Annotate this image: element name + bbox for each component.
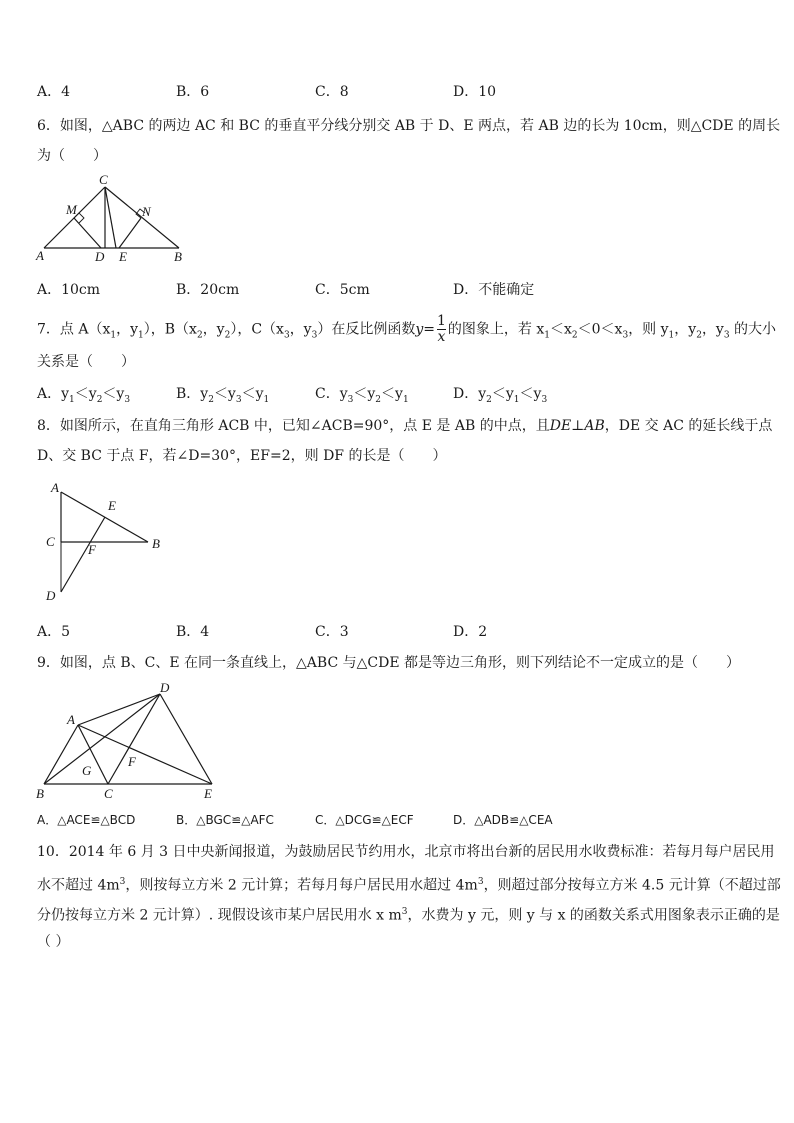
q6-option-a: A．10cm <box>37 282 101 298</box>
q9-segment-cd <box>108 694 160 784</box>
q9-label-c: C <box>104 786 113 801</box>
q6-label-d: D <box>95 249 105 264</box>
q10-stem-line4: （ ） <box>37 934 70 950</box>
q9-segment-bd <box>44 694 160 784</box>
q9-label-b: B <box>36 786 44 801</box>
q10-stem-line2: 水不超过 $4m^3$，则按每立方米 2 元计算；若每月每户居民用水超过 $4m^3$，则超过部分按每立方米 4.5 元计算（不超过部 <box>37 877 781 894</box>
q6-stem-line2: 为（ ） <box>37 148 107 164</box>
q5-option-a: A．4 <box>37 84 71 100</box>
q8-label-b: B <box>152 536 160 551</box>
q8-label-a: A <box>51 480 59 495</box>
q7-option-b: B．$y_2<y_3<y_1$ <box>176 386 270 405</box>
q9-label-f: F <box>128 754 136 769</box>
q6-figure <box>34 174 194 264</box>
q9-segment-ae <box>78 725 212 784</box>
q9-label-a: A <box>67 712 75 727</box>
q6-option-b: B．20cm <box>176 282 240 298</box>
q8-option-b: B．4 <box>176 624 210 640</box>
q6-segment-ce <box>105 187 116 248</box>
q8-option-c: C．3 <box>315 624 349 640</box>
q6-stem-line1: 6．如图，△ABC 的两边 AC 和 BC 的垂直平分线分别交 AB 于 D、E 两点，若 AB 边的长为 10cm，则△CDE 的周长 <box>37 118 781 134</box>
q8-label-f: F <box>88 542 96 557</box>
q8-stem-line2: D、交 BC 于点 F，若∠D=30°，EF=2，则 DF 的长是（ ） <box>37 448 447 464</box>
q6-option-c: C．5cm <box>315 282 370 298</box>
q10-stem-line1: 10．2014 年 6 月 3 日中央新闻报道，为鼓励居民节约用水，北京市将出台新的居民用水收费标准：若每月每户居民用 <box>37 844 775 860</box>
q9-label-e: E <box>204 786 212 801</box>
q7-option-d: D．$y_2<y_1<y_3$ <box>453 386 548 405</box>
q9-option-a: A．△ACE≌△BCD <box>37 813 136 827</box>
q6-option-d: D．不能确定 <box>453 282 535 298</box>
q9-segment-de <box>160 694 212 784</box>
q9-segment-ad <box>78 694 160 725</box>
q6-segment-ne <box>119 218 141 248</box>
q6-label-b: B <box>174 249 182 264</box>
q7-stem-line2: 关系是（ ） <box>37 354 135 370</box>
q7-stem-line1: 7．点 $A(x_1$，$y_1$），$B(x_2$，$y_2$），$C(x_3$，$y_3$）在反比例函数y= $\frac{1}{x}$ 的图象上，若 $x_1<x_2<0<x_3$，则 $y_1$，$y_2$，$y_3$ 的大小 <box>37 313 777 345</box>
q7-option-a: A．$y_1<y_2<y_3$ <box>37 386 131 405</box>
q8-option-d: D．2 <box>453 624 488 640</box>
q8-label-c: C <box>46 534 55 549</box>
q6-label-c: C <box>99 174 108 187</box>
q6-label-m: M <box>66 202 77 217</box>
q9-label-g: G <box>82 763 92 778</box>
q6-segment-md <box>74 218 101 248</box>
q8-label-d: D <box>46 588 56 603</box>
q9-option-c: C．△DCG≌△ECF <box>315 813 414 827</box>
q9-segment-ba <box>44 725 78 784</box>
q8-stem-line1: 8．如图所示，在直角三角形 ACB 中，已知∠ACB=90°，点 E 是 AB 的中点，且DE⊥AB，DE 交 AC 的延长线于点 <box>37 418 773 434</box>
q9-stem-line1: 9．如图，点 B、C、E 在同一条直线上，△ABC 与△CDE 都是等边三角形，则下列结论不一定成立的是（ ） <box>37 655 740 671</box>
q9-figure <box>32 678 222 803</box>
q5-option-b: B．6 <box>176 84 210 100</box>
q5-option-c: C．8 <box>315 84 349 100</box>
q8-figure <box>40 480 170 605</box>
q6-label-a: A <box>36 248 44 263</box>
q8-label-e: E <box>108 498 116 513</box>
q6-label-e: E <box>119 249 127 264</box>
q9-option-d: D．△ADB≌△CEA <box>453 813 553 827</box>
q7-fraction: $\frac{1}{x}$ <box>436 313 446 345</box>
q8-segment-ed <box>61 517 105 592</box>
q9-label-d: D <box>160 680 170 695</box>
q6-label-n: N <box>142 204 151 219</box>
q8-option-a: A．5 <box>37 624 71 640</box>
q7-option-c: C．$y_3<y_2<y_1$ <box>315 386 409 405</box>
q9-option-b: B．△BGC≌△AFC <box>176 813 274 827</box>
q5-option-d: D．10 <box>453 84 497 100</box>
q10-stem-line3: 分仍按每立方米 2 元计算）. 现假设该市某户居民用水 x $m^3$，水费为 y 元，则 y 与 x 的函数关系式用图象表示正确的是 <box>37 907 780 924</box>
